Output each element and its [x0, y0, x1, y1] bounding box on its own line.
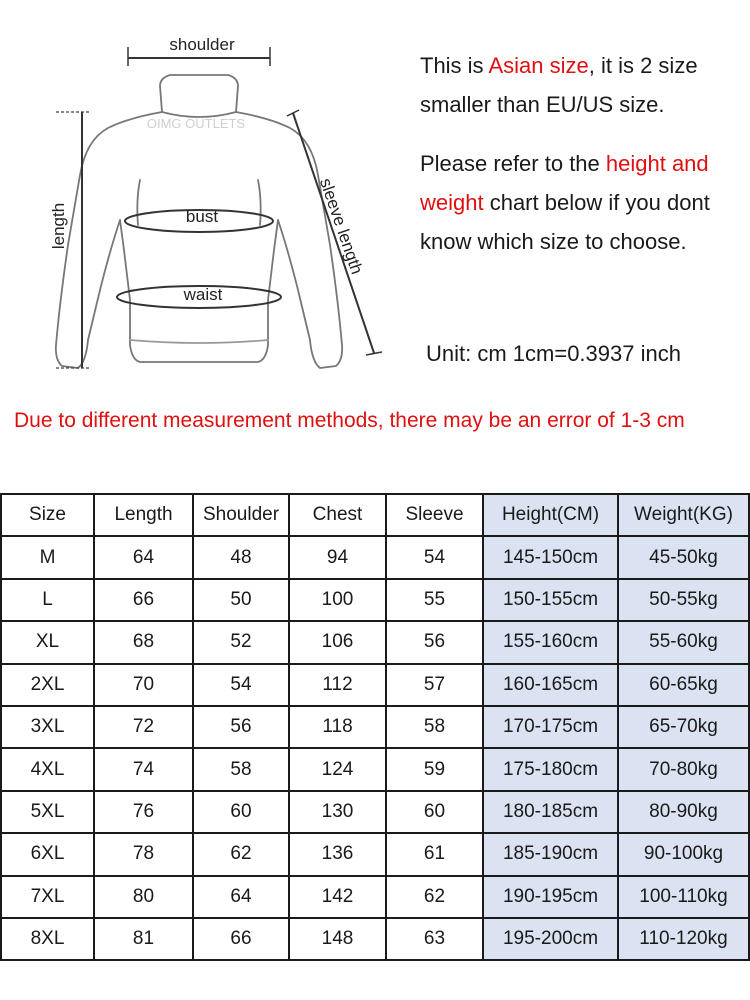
cell-height: 170-175cm: [483, 706, 618, 748]
cell-chest: 112: [289, 664, 386, 706]
cell-size: M: [1, 536, 94, 578]
cell-length: 78: [94, 833, 193, 875]
cell-size: 4XL: [1, 748, 94, 790]
table-row: [1, 791, 749, 833]
table-row: [1, 536, 749, 578]
cell-shoulder: 66: [193, 918, 289, 960]
cell-weight: 100-110kg: [618, 876, 749, 918]
cell-shoulder: 64: [193, 876, 289, 918]
measurement-error-notice: Due to different measurement methods, there may be an error of 1-3 cm: [14, 409, 685, 432]
cell-chest: 130: [289, 791, 386, 833]
table-row: [1, 621, 749, 663]
cell-size: 2XL: [1, 664, 94, 706]
cell-weight: 110-120kg: [618, 918, 749, 960]
hw-text-b: chart below if you dont know which size to choose.: [420, 190, 710, 254]
cell-length: 64: [94, 536, 193, 578]
table-row: [1, 706, 749, 748]
cell-weight: 45-50kg: [618, 536, 749, 578]
cell-shoulder: 60: [193, 791, 289, 833]
cell-height: 190-195cm: [483, 876, 618, 918]
asian-size-text-a: This is: [420, 53, 489, 78]
table-header-row: [1, 494, 749, 536]
cell-size: 5XL: [1, 791, 94, 833]
sleeve-length-label: sleeve length: [315, 175, 367, 277]
cell-sleeve: 62: [386, 876, 483, 918]
shoulder-label: shoulder: [169, 35, 235, 54]
header-height: Height(CM): [483, 494, 618, 536]
cell-length: 74: [94, 748, 193, 790]
cell-chest: 124: [289, 748, 386, 790]
table-row: [1, 876, 749, 918]
asian-size-highlight: Asian size: [488, 53, 589, 78]
cell-chest: 118: [289, 706, 386, 748]
header-sleeve: Sleeve: [386, 494, 483, 536]
cell-chest: 94: [289, 536, 386, 578]
hw-highlight: height and weight: [420, 151, 709, 215]
table-row: [1, 748, 749, 790]
cell-weight: 60-65kg: [618, 664, 749, 706]
cell-height: 155-160cm: [483, 621, 618, 663]
cell-size: L: [1, 579, 94, 621]
cell-sleeve: 60: [386, 791, 483, 833]
cell-chest: 106: [289, 621, 386, 663]
cell-chest: 136: [289, 833, 386, 875]
size-chart-table: [0, 493, 750, 961]
cell-sleeve: 55: [386, 579, 483, 621]
cell-sleeve: 57: [386, 664, 483, 706]
cell-shoulder: 54: [193, 664, 289, 706]
cell-height: 145-150cm: [483, 536, 618, 578]
cell-sleeve: 58: [386, 706, 483, 748]
cell-weight: 50-55kg: [618, 579, 749, 621]
cell-length: 68: [94, 621, 193, 663]
cell-size: 7XL: [1, 876, 94, 918]
asian-size-note: [420, 46, 740, 124]
cell-height: 195-200cm: [483, 918, 618, 960]
header-weight: Weight(KG): [618, 494, 749, 536]
cell-length: 81: [94, 918, 193, 960]
cell-shoulder: 50: [193, 579, 289, 621]
cell-shoulder: 48: [193, 536, 289, 578]
cell-shoulder: 58: [193, 748, 289, 790]
cell-sleeve: 56: [386, 621, 483, 663]
table-row: [1, 664, 749, 706]
cell-size: 8XL: [1, 918, 94, 960]
sweater-diagram: [0, 0, 400, 390]
table-row: [1, 833, 749, 875]
cell-chest: 142: [289, 876, 386, 918]
cell-height: 160-165cm: [483, 664, 618, 706]
height-weight-note: [420, 144, 740, 261]
cell-length: 70: [94, 664, 193, 706]
header-size: Size: [1, 494, 94, 536]
cell-shoulder: 56: [193, 706, 289, 748]
cell-size: 6XL: [1, 833, 94, 875]
cell-length: 66: [94, 579, 193, 621]
cell-height: 185-190cm: [483, 833, 618, 875]
header-shoulder: Shoulder: [193, 494, 289, 536]
cell-sleeve: 63: [386, 918, 483, 960]
length-label: length: [49, 202, 68, 250]
bust-label: bust: [185, 207, 219, 226]
cell-weight: 90-100kg: [618, 833, 749, 875]
cell-shoulder: 62: [193, 833, 289, 875]
cell-weight: 70-80kg: [618, 748, 749, 790]
unit-note: Unit: cm 1cm=0.3937 inch: [426, 341, 681, 366]
header-length: Length: [94, 494, 193, 536]
cell-sleeve: 61: [386, 833, 483, 875]
cell-size: XL: [1, 621, 94, 663]
cell-sleeve: 54: [386, 536, 483, 578]
cell-length: 76: [94, 791, 193, 833]
cell-weight: 55-60kg: [618, 621, 749, 663]
cell-height: 150-155cm: [483, 579, 618, 621]
size-info: [420, 46, 740, 366]
cell-chest: 148: [289, 918, 386, 960]
asian-size-text-b: , it is 2 size smaller than EU/US size.: [420, 53, 698, 117]
cell-weight: 65-70kg: [618, 706, 749, 748]
cell-sleeve: 59: [386, 748, 483, 790]
cell-height: 175-180cm: [483, 748, 618, 790]
header-chest: Chest: [289, 494, 386, 536]
cell-shoulder: 52: [193, 621, 289, 663]
cell-size: 3XL: [1, 706, 94, 748]
watermark: OIMG OUTLETS: [146, 116, 246, 131]
table-row: [1, 918, 749, 960]
cell-length: 80: [94, 876, 193, 918]
table-row: [1, 579, 749, 621]
cell-length: 72: [94, 706, 193, 748]
cell-weight: 80-90kg: [618, 791, 749, 833]
measurement-diagram: [0, 0, 400, 390]
hw-text-a: Please refer to the: [420, 151, 606, 176]
cell-height: 180-185cm: [483, 791, 618, 833]
waist-label: waist: [183, 285, 223, 304]
cell-chest: 100: [289, 579, 386, 621]
